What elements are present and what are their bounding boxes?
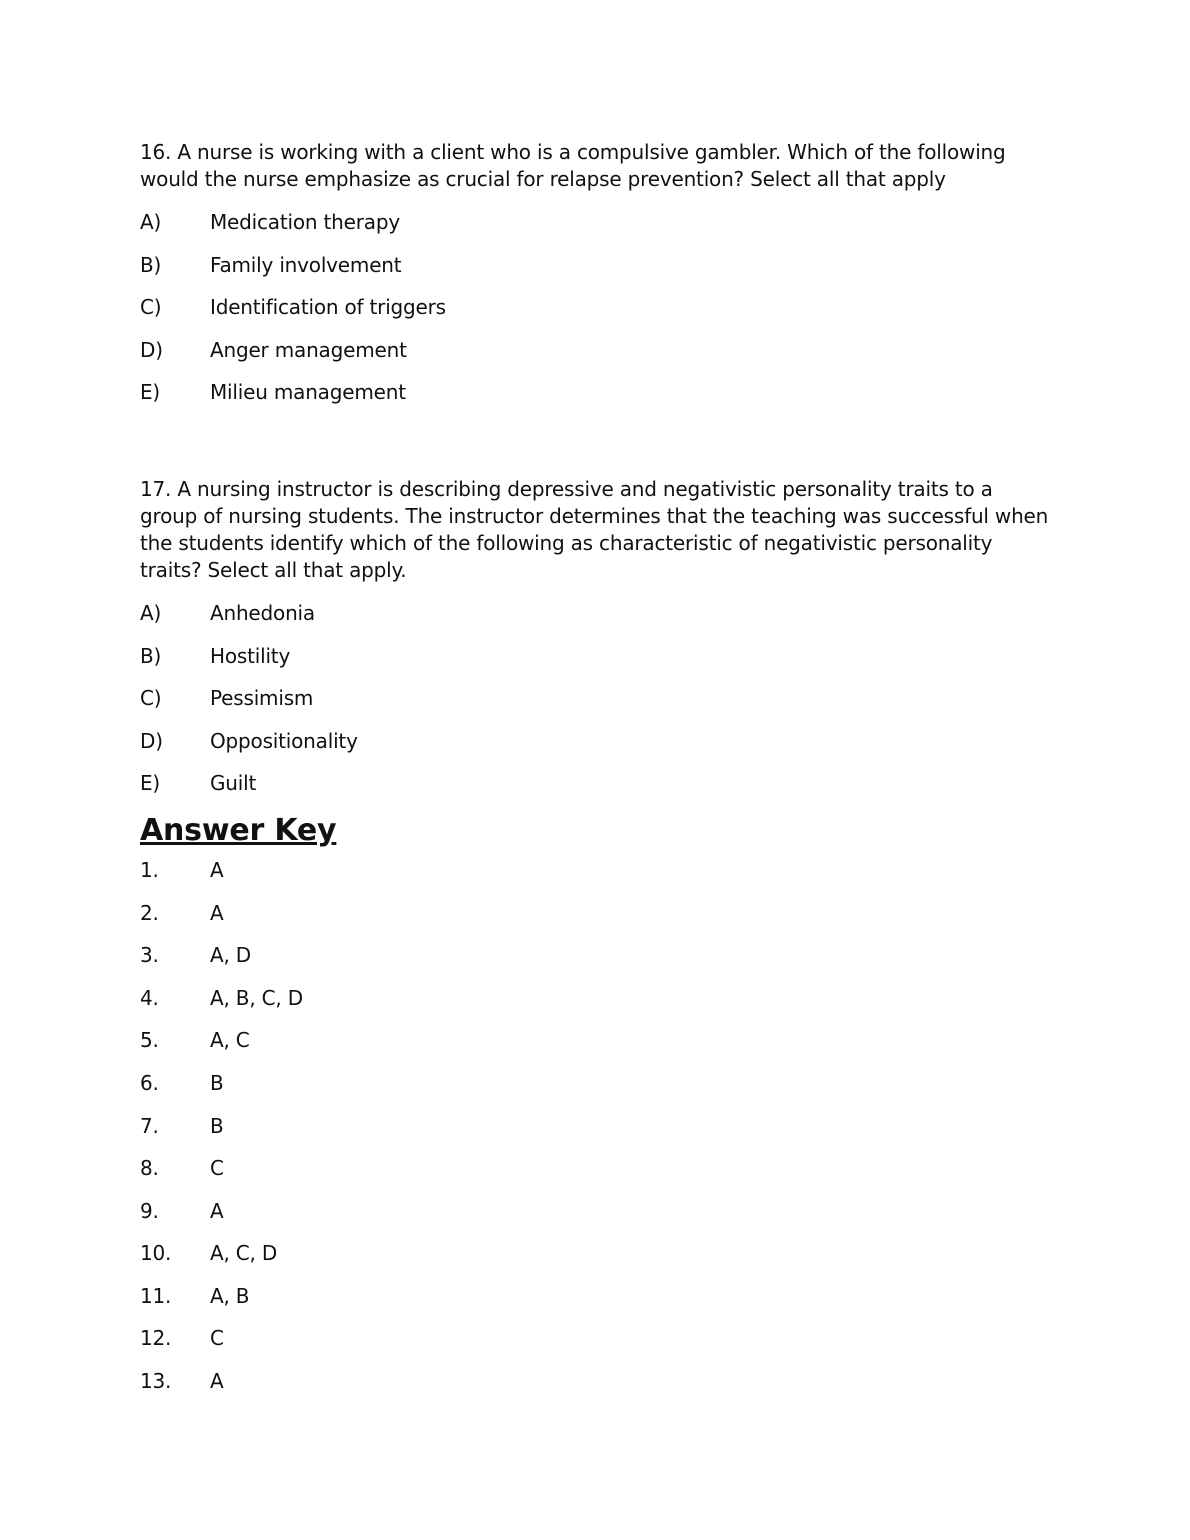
choice-text: Anhedonia (210, 600, 315, 625)
answer-value: C (210, 1156, 224, 1181)
choice-b (140, 643, 1050, 686)
answer-key-row (140, 1325, 1050, 1368)
answer-key-row (140, 1113, 1050, 1156)
answer-key-list (140, 857, 1050, 1411)
choice-text: Hostility (210, 643, 291, 668)
answer-value: A (210, 857, 224, 882)
question-number: 13. (140, 1369, 172, 1394)
question-16 (140, 139, 1050, 422)
answer-key-row (140, 1027, 1050, 1070)
choice-text: Family involvement (210, 252, 402, 277)
answer-value: A, C (210, 1028, 250, 1053)
answer-value: A, D (210, 943, 251, 968)
question-number: 12. (140, 1326, 172, 1351)
question-number: 8. (140, 1156, 159, 1181)
choice-a (140, 600, 1050, 643)
choice-b (140, 252, 1050, 295)
question-17 (140, 476, 1050, 813)
question-number: 11. (140, 1283, 172, 1308)
choice-letter: E) (140, 380, 161, 405)
question-stem: 17. A nursing instructor is describing depressive and negativistic personality traits to a group of nursing students. The instructor determines that the teaching was successful when the students identify which of the following as characteristic of negativistic personality traits? Select all that apply. (140, 476, 1049, 582)
question-number: 10. (140, 1241, 172, 1266)
choice-letter: A) (140, 600, 162, 625)
answer-key-title: Answer Key (140, 812, 337, 848)
choice-text: Oppositionality (210, 728, 358, 753)
choice-letter: E) (140, 771, 161, 796)
answer-key-row (140, 1240, 1050, 1283)
choice-letter: C) (140, 295, 162, 320)
answer-value: A, B, C, D (210, 985, 303, 1010)
answer-key-row (140, 1198, 1050, 1241)
answer-key-row (140, 1155, 1050, 1198)
choice-letter: A) (140, 210, 162, 234)
choice-letter: B) (140, 643, 162, 668)
choice-d (140, 337, 1050, 380)
answer-key-row (140, 1368, 1050, 1411)
answer-value: A, B (210, 1283, 250, 1308)
choice-text: Anger management (210, 337, 407, 362)
answer-key-row (140, 1283, 1050, 1326)
question-number: 1. (140, 857, 159, 882)
choice-a (140, 209, 1050, 252)
choice-letter: C) (140, 686, 162, 711)
question-number: 6. (140, 1070, 159, 1095)
choice-letter: D) (140, 728, 163, 753)
answer-value: A, C, D (210, 1241, 278, 1266)
document-page (140, 139, 1050, 1411)
answer-value: B (210, 1070, 224, 1095)
question-number: 2. (140, 900, 159, 925)
question-number: 4. (140, 985, 159, 1010)
answer-key-row (140, 857, 1050, 900)
answer-value: A (210, 900, 224, 925)
choice-text: Milieu management (210, 380, 406, 405)
choice-letter: D) (140, 337, 163, 362)
answer-value: A (210, 1198, 224, 1223)
answer-key-row (140, 1070, 1050, 1113)
answer-value: B (210, 1113, 224, 1138)
choice-text: Identification of triggers (210, 295, 446, 320)
answer-value: C (210, 1326, 224, 1351)
question-stem: 16. A nurse is working with a client who is a compulsive gambler. Which of the following would the nurse emphasize as crucial for relapse prevention? Select all that apply (140, 140, 1006, 191)
choice-e (140, 770, 1050, 813)
answer-key-row (140, 985, 1050, 1028)
answer-value: A (210, 1369, 224, 1394)
answer-key-row (140, 900, 1050, 943)
choice-c (140, 685, 1050, 728)
choice-text: Guilt (210, 771, 257, 796)
choice-c (140, 294, 1050, 337)
question-number: 9. (140, 1198, 159, 1223)
answer-key (140, 812, 1050, 1411)
answer-key-row (140, 942, 1050, 985)
choice-text: Pessimism (210, 686, 314, 711)
choice-letter: B) (140, 252, 162, 277)
choice-d (140, 728, 1050, 771)
choice-list (140, 209, 1050, 422)
choice-text: Medication therapy (210, 210, 400, 234)
question-number: 5. (140, 1028, 159, 1053)
question-number: 3. (140, 943, 159, 968)
choice-list (140, 600, 1050, 813)
question-number: 7. (140, 1113, 159, 1138)
choice-e (140, 379, 1050, 422)
